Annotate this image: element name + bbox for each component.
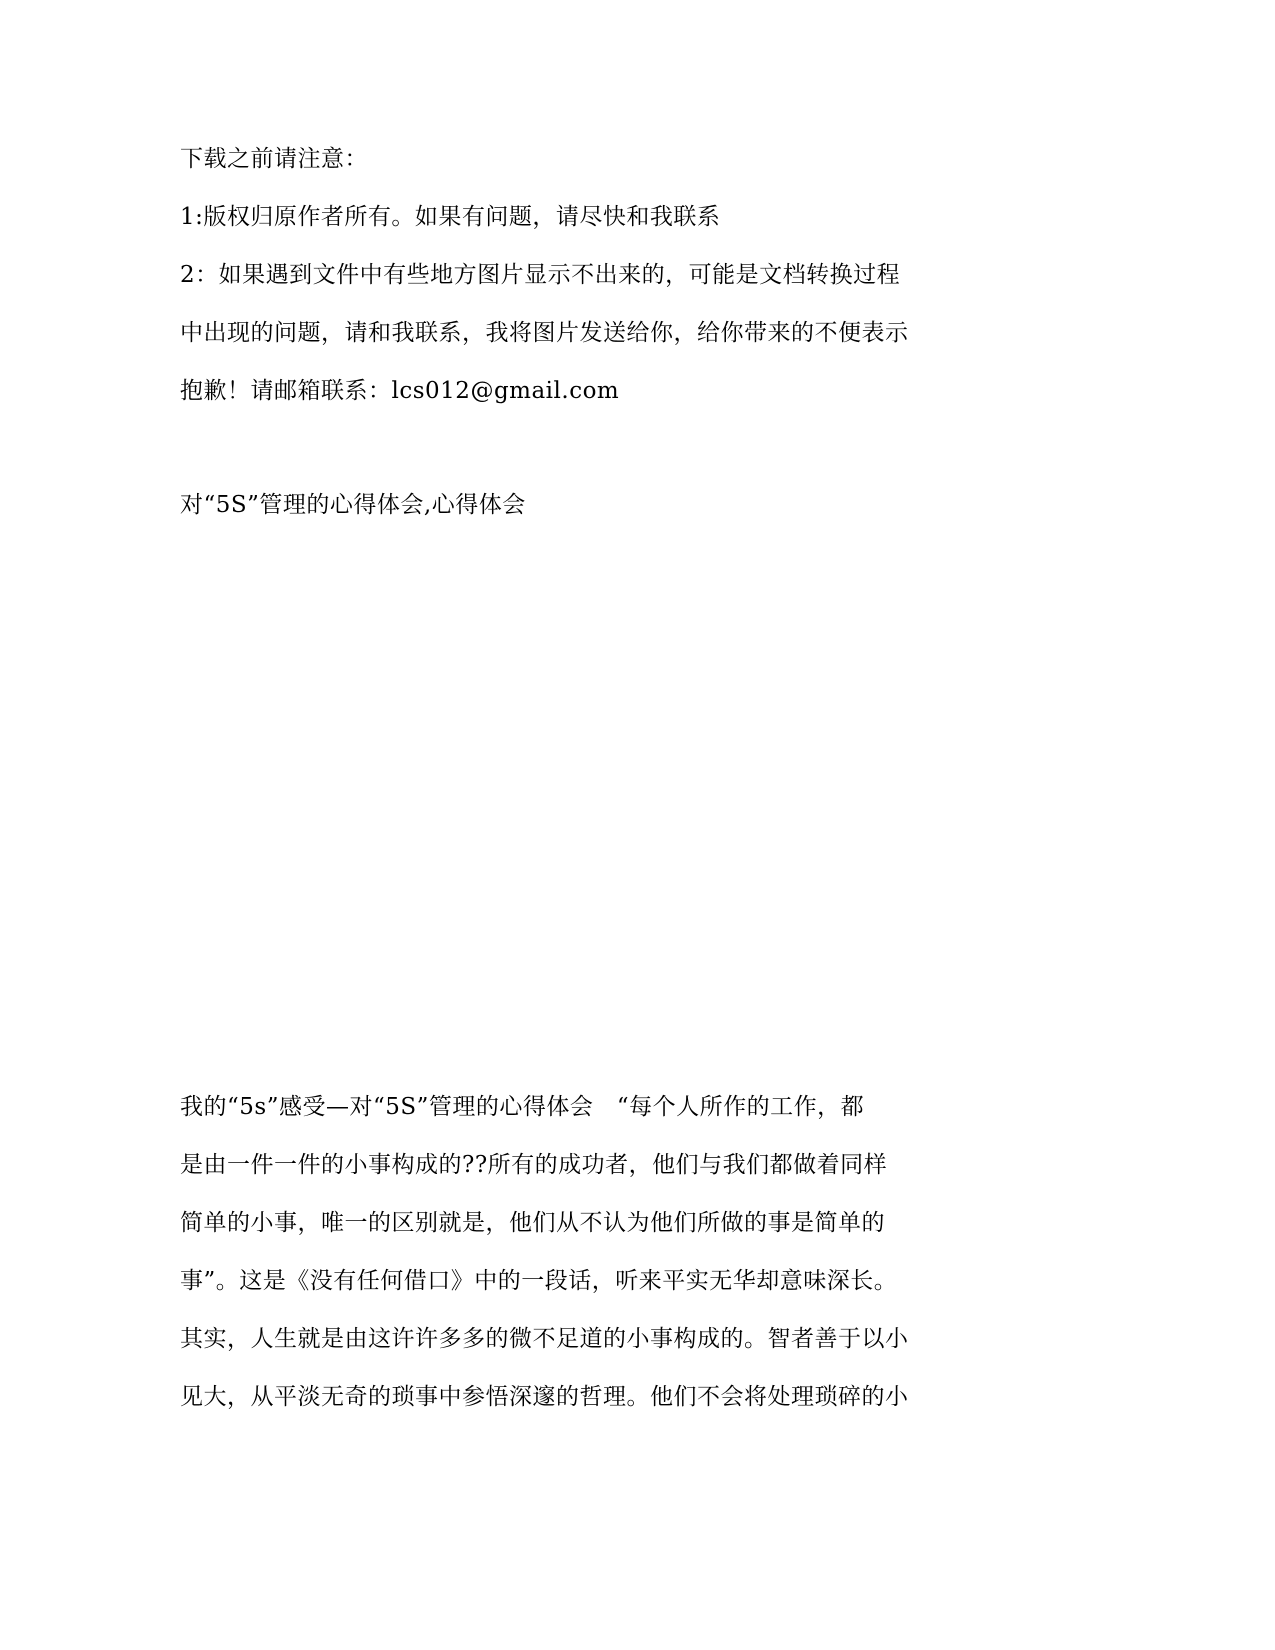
body-line-2: 是由一件一件的小事构成的??所有的成功者，他们与我们都做着同样: [180, 1152, 888, 1178]
notice-line-3: 中出现的问题，请和我联系，我将图片发送给你，给你带来的不便表示: [180, 320, 909, 346]
notice-heading: 下载之前请注意：: [180, 146, 368, 172]
body-line-5: 其实，人生就是由这许许多多的微不足道的小事构成的。智者善于以小: [180, 1326, 909, 1352]
body-line-4: 事”。这是《没有任何借口》中的一段话，听来平实无华却意味深长。: [180, 1268, 898, 1294]
notice-line-1: 1:版权归原作者所有。如果有问题，请尽快和我联系: [180, 204, 721, 230]
body-line-1: 我的“5s”感受—对“5S”管理的心得体会 “每个人所作的工作，都: [180, 1094, 865, 1120]
body-line-6: 见大，从平淡无奇的琐事中参悟深邃的哲理。他们不会将处理琐碎的小: [180, 1384, 909, 1410]
document-title: 对“5S”管理的心得体会,心得体会: [180, 492, 526, 518]
notice-line-2: 2：如果遇到文件中有些地方图片显示不出来的，可能是文档转换过程: [180, 262, 901, 288]
body-line-3: 简单的小事，唯一的区别就是，他们从不认为他们所做的事是简单的: [180, 1210, 885, 1236]
notice-line-4: 抱歉！请邮箱联系：lcs012@gmail.com: [180, 378, 620, 404]
